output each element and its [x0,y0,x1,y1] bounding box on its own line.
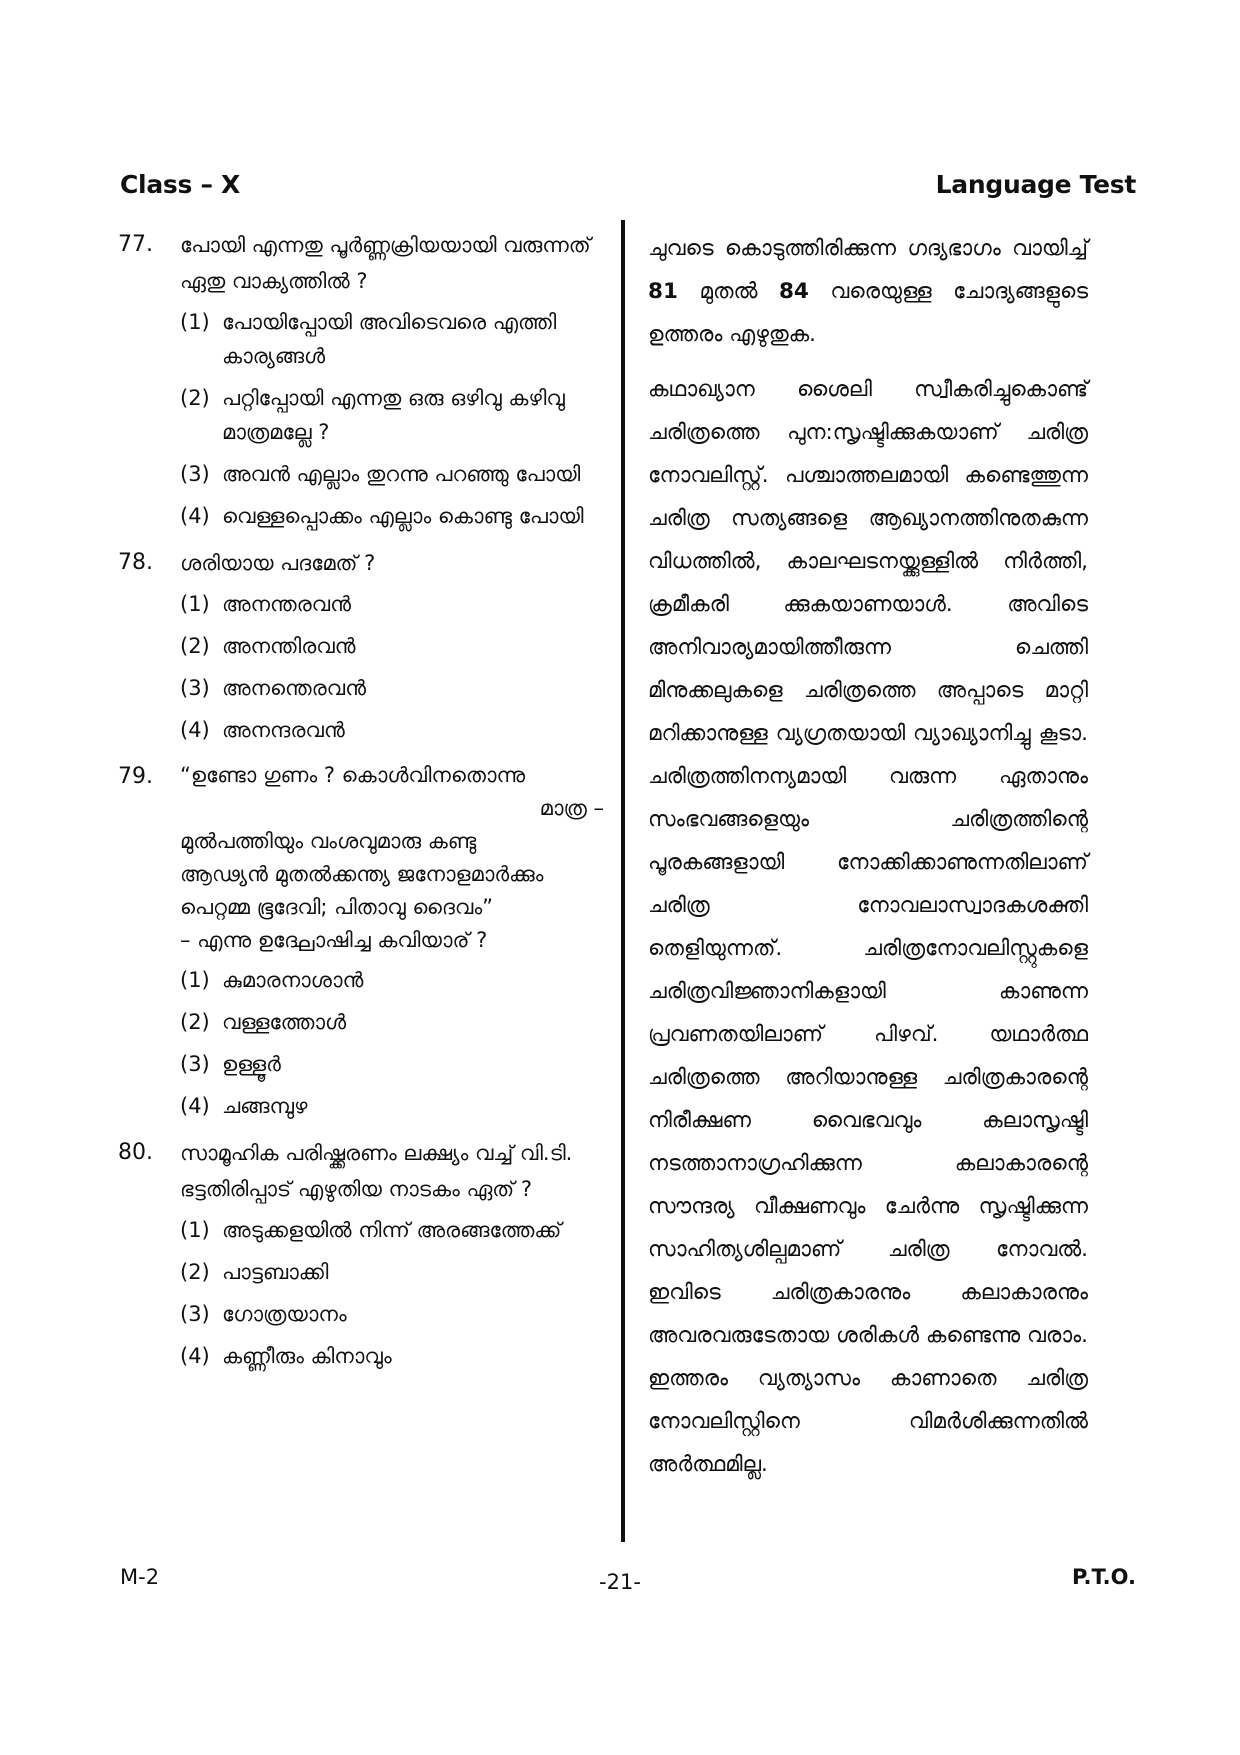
option-text: പറ്റിപ്പോയി എന്നതു ഒരു ഒഴിവു കഴിവു മാത്രമല്ലേ ? [222,386,565,444]
option-text: ഉള്ളൂർ [222,1052,281,1076]
option-text: കണ്ണീരും കിനാവും [222,1344,392,1368]
option [180,1213,618,1247]
option [180,457,618,491]
option-number: (4) [180,718,210,742]
column-divider [621,220,625,1542]
option [180,963,618,997]
question-number: 79. [118,764,153,789]
option [180,499,618,533]
option-number: (1) [180,968,210,992]
option-text: വെള്ളപ്പൊക്കം എല്ലാം കൊണ്ടു പോയി [222,504,584,528]
options-list [180,963,618,1123]
question-range-start: 81 [648,279,678,304]
option-number: (3) [180,1052,210,1076]
option-text: അനന്തിരവൻ [222,634,356,658]
option-number: (3) [180,676,210,700]
option-number: (1) [180,1218,210,1242]
passage-instruction [648,227,1088,356]
question-79 [118,759,618,1123]
option-text: ചങ്ങമ്പുഴ [222,1094,308,1118]
option [180,1005,618,1039]
option-text: അടുക്കളയിൽ നിന്ന് അരങ്ങത്തേക്ക് [222,1218,562,1242]
option-number: (1) [180,310,210,334]
option-number: (1) [180,592,210,616]
option [180,305,618,373]
option-number: (4) [180,1344,210,1368]
option-number: (2) [180,634,210,658]
question-77 [118,227,618,533]
question-range-end: 84 [778,279,809,304]
poem-line: മുൽപത്തിയും വംശവുമാരു കണ്ടു [180,829,477,853]
option-text: ഗോത്രയാനം [222,1302,347,1326]
test-title: Language Test [935,170,1136,199]
poem-line: മാത്ര – [539,796,604,820]
passage-column [648,227,1088,1498]
option-text: അനന്ദരവൻ [222,718,345,742]
option-number: (2) [180,1260,210,1284]
option-number: (3) [180,1302,210,1326]
question-text: – എന്നു ഉദ്ഘോഷിച്ച കവിയാര് ? [180,928,488,952]
question-text: സാമൂഹിക പരിഷ്ക്കരണം ലക്ഷ്യം വച്ച് വി.ടി. ഭട്ടതിരിപ്പാട് എഴുതിയ നാടകം ഏത് ? [180,1141,573,1201]
option-text: അനന്തരവൻ [222,592,351,616]
poem-line: പെറ്റമ്മ ഭൂദേവി; പിതാവു ദൈവം” [180,895,493,919]
option-text: വള്ളത്തോൾ [222,1010,347,1034]
option [180,1255,618,1289]
option-number: (3) [180,462,210,486]
question-text: പോയി എന്നതു പൂർണ്ണക്രിയയായി വരുന്നത് ഏതു വാക്യത്തിൽ ? [180,233,591,293]
question-78 [118,545,618,747]
question-number: 77. [118,232,153,257]
option [180,381,618,449]
options-list [180,587,618,747]
poem-line: ആഢ്യൻ മുതൽക്കന്ത്യ ജനോളമാർക്കും [180,862,544,886]
option [180,629,618,663]
class-label: Class – X [120,170,241,199]
option-text: പോയിപ്പോയി അവിടെവരെ എത്തി കാര്യങ്ങൾ [222,310,557,368]
option [180,1089,618,1123]
page-number: -21- [599,1570,641,1594]
reading-passage: കഥാഖ്യാന ശൈലി സ്വീകരിച്ചുകൊണ്ട് ചരിത്രത്തെ പുന:സൃഷ്ടിക്കുകയാണ് ചരിത്ര നോവലിസ്റ്റ്. പശ്ചാത്തലമായി കണ്ടെത്തുന്ന ചരിത്ര സത്യങ്ങളെ ആഖ്യാനത്തിനുതകുന്ന വിധത്തിൽ, കാലഘടനയ്ക്കുള്ളിൽ നിർത്തി, ക്രമീകരി ക്കുകയാണയാൾ. അവിടെ അനിവാര്യമായിത്തീരുന്ന ചെത്തി മിനുക്കലുകളെ ചരിത്രത്തെ അപ്പാടെ മാറ്റി മറിക്കാനുള്ള വ്യഗ്രതയായി വ്യാഖ്യാനിച്ചു കൂടാ. ചരിത്രത്തിനന്യമായി വരുന്ന ഏതാനും സംഭവങ്ങളെയും ചരിത്രത്തിന്റെ പൂരകങ്ങളായി നോക്കിക്കാണുന്നതിലാണ് ചരിത്ര നോവലാസ്വാദകശക്തി തെളിയുന്നത്. ചരിത്രനോവലിസ്റ്റുകളെ ചരിത്രവിജ്ഞാനികളായി കാണുന്ന പ്രവണതയിലാണ് പിഴവ്. യഥാർത്ഥ ചരിത്രത്തെ അറിയാനുള്ള ചരിത്രകാരന്റെ നിരീക്ഷണ വൈഭവവും കലാസൃഷ്ടി നടത്താനാഗ്രഹിക്കുന്ന കലാകാരന്റെ സൗന്ദര്യ വീക്ഷണവും ചേർന്നു സൃഷ്ടിക്കുന്ന സാഹിത്യശില്പമാണ് ചരിത്ര നോവൽ. ഇവിടെ ചരിത്രകാരനും കലാകാരനും അവരവരുടേതായ ശരികൾ കണ്ടെന്നു വരാം. ഇത്തരം വ്യത്യാസം കാണാതെ ചരിത്ര നോവലിസ്റ്റിനെ വിമർശിക്കുന്നതിൽ അർത്ഥമില്ല. [648,377,1088,1477]
option-number: (2) [180,386,210,410]
option-text: അനന്തെരവൻ [222,676,366,700]
option [180,671,618,705]
option [180,713,618,747]
instruction-text: ചുവടെ കൊടുത്തിരിക്കുന്ന ഗദ്യഭാഗം വായിച്ച് [648,236,1088,261]
paper-code: M-2 [120,1565,160,1589]
option-number: (4) [180,504,210,528]
option-text: അവൻ എല്ലാം തുറന്നു പറഞ്ഞു പോയി [222,462,581,486]
options-list [180,1213,618,1373]
questions-column [118,227,618,1385]
option-text: കുമാരനാശാൻ [222,968,364,992]
option-text: പാട്ടബാക്കി [222,1260,329,1284]
instruction-text: വരെയുള്ള ചോദ്യങ്ങളുടെ ഉത്തരം എഴുതുക. [648,279,1088,347]
option [180,1339,618,1373]
question-number: 78. [118,550,153,575]
question-80 [118,1135,618,1373]
instruction-text: മുതൽ [677,279,779,304]
option [180,587,618,621]
question-text: ശരിയായ പദമേത് ? [180,551,376,575]
please-turn-over: P.T.O. [1072,1565,1136,1589]
poem-line: “ഉണ്ടോ ഗുണം ? കൊൾവിനതൊന്നു [180,763,526,787]
option-number: (2) [180,1010,210,1034]
options-list [180,305,618,533]
option-number: (4) [180,1094,210,1118]
option [180,1047,618,1081]
question-number: 80. [118,1140,153,1165]
option [180,1297,618,1331]
